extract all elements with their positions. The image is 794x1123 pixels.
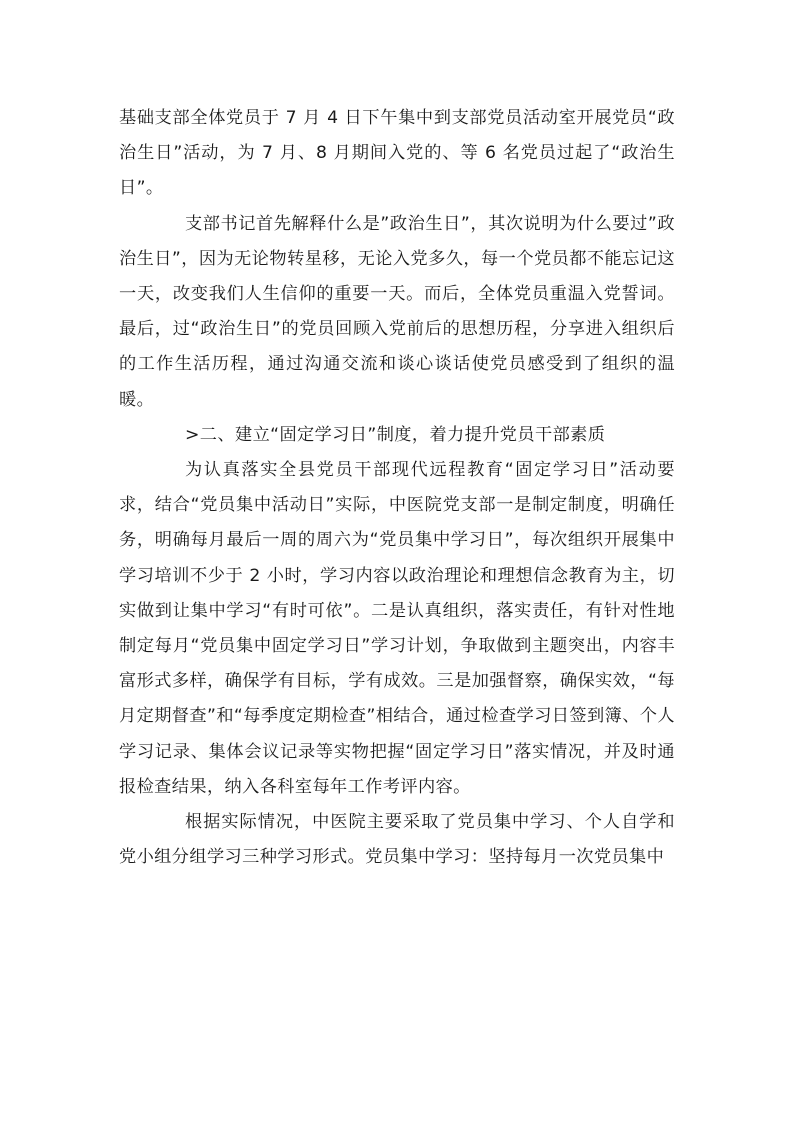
paragraph-fixed-study-day-system: 为认真落实全县党员干部现代远程教育“固定学习日”活动要求，结合“党员集中活动日”实际，中医院党支部一是制定制度，明确任务，明确每月最后一周的周六为“党员集中学习日”，每次组织开展集中学习培训不少于 2 小时，学习内容以政治理论和理想信念教育为主，切实做到让集中学习“有时可依”。二是认真组织，落实责任，有针对性地制定每月“党员集中固定学习日”学习计划，争取做到主题突出，内容丰富形式多样，确保学有目标，学有成效。三是加强督察，确保实效，“每月定期督查”和“每季度定期检查”相结合，通过检查学习日签到簿、个人学习记录、集体会议记录等实物把握“固定学习日”落实情况，并及时通报检查结果，纳入各科室每年工作考评内容。	[119, 460, 675, 797]
section-heading-fixed-study-day: >二、建立“固定学习日”制度，着力提升党员干部素质	[185, 424, 606, 445]
paragraph-study-forms: 根据实际情况，中医院主要采取了党员集中学习、个人自学和党小组分组学习三种学习形式。党员集中学习：坚持每月一次党员集中	[119, 812, 675, 868]
document-body	[119, 101, 675, 875]
paragraph-political-birthday-event: 基础支部全体党员于 7 月 4 日下午集中到支部党员活动室开展党员“政治生日”活动，为 7 月、8 月期间入党的、等 6 名党员过起了“政治生日”。	[119, 108, 675, 199]
paragraph-secretary-explanation: 支部书记首先解释什么是”政治生日”，其次说明为什么要过”政治生日”，因为无论物转星移，无论入党多久，每一个党员都不能忘记这一天，改变我们人生信仰的重要一天。而后，全体党员重温入党誓词。最后，过“政治生日”的党员回顾入党前后的思想历程，分享进入组织后的工作生活历程，通过沟通交流和谈心谈话使党员感受到了组织的温暖。	[119, 213, 675, 410]
